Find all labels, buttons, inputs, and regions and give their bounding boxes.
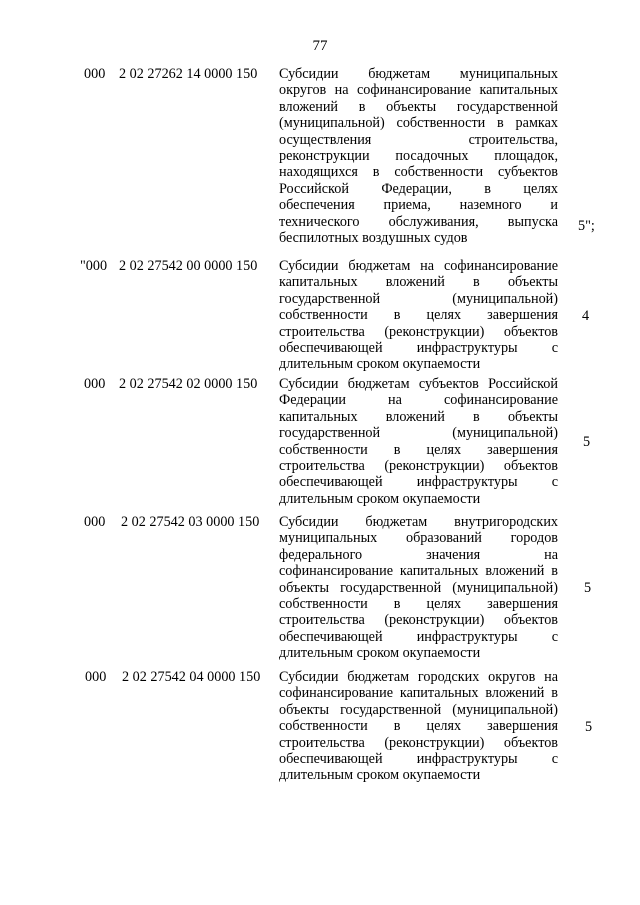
standard-value: 5	[583, 434, 591, 450]
description-line: софинансирование капитальных вложений в	[279, 685, 558, 702]
description-line: федерального значения на	[279, 546, 558, 563]
admin-code: 000	[84, 66, 106, 82]
income-description	[279, 376, 558, 507]
description-line: собственности в целях завершения	[279, 441, 558, 458]
description-line: Субсидии бюджетам субъектов Российской	[279, 376, 558, 392]
budget-classification-code: 2 02 27542 02 0000 150	[119, 376, 258, 392]
description-line: строительства (реконструкции) объектов	[279, 458, 558, 475]
description-line: муниципальных образований городов	[279, 530, 558, 547]
description-line: капитальных вложений в объекты	[279, 274, 558, 291]
admin-code: 000	[84, 514, 106, 530]
description-line: реконструкции посадочных площадок,	[279, 148, 558, 165]
description-line: длительным сроком окупаемости	[279, 490, 481, 507]
income-description	[279, 258, 558, 373]
description-line: Российской Федерации, в целях	[279, 180, 558, 197]
description-line: технического обслуживания, выпуска	[279, 213, 558, 230]
description-line: округов на софинансирование капитальных	[279, 82, 558, 99]
description-line: Субсидии бюджетам муниципальных	[279, 66, 558, 82]
admin-code: "000	[80, 258, 108, 274]
standard-value: 5	[584, 580, 592, 596]
budget-classification-code: 2 02 27542 03 0000 150	[121, 514, 260, 530]
description-line: обеспечения приема, наземного и	[279, 197, 558, 214]
description-line: осуществления строительства,	[279, 131, 558, 148]
description-line: находящихся в собственности субъектов	[279, 164, 558, 181]
description-line: собственности в целях завершения	[279, 307, 558, 324]
description-line: государственной (муниципальной)	[279, 290, 558, 307]
page-number: 77	[312, 38, 328, 54]
budget-classification-code: 2 02 27542 04 0000 150	[122, 669, 261, 685]
description-line: Субсидии бюджетам на софинансирование	[279, 258, 558, 274]
description-line: Субсидии бюджетам городских округов на	[279, 669, 558, 685]
description-line: Субсидии бюджетам внутригородских	[279, 514, 558, 530]
standard-value: 5";	[578, 218, 595, 234]
budget-classification-code: 2 02 27542 00 0000 150	[119, 258, 258, 274]
description-line: беспилотных воздушных судов	[279, 230, 468, 247]
description-line: софинансирование капитальных вложений в	[279, 563, 558, 580]
admin-code: 000	[85, 669, 107, 685]
description-line: длительным сроком окупаемости	[279, 767, 481, 784]
budget-classification-code: 2 02 27262 14 0000 150	[119, 66, 258, 82]
description-line: строительства (реконструкции) объектов	[279, 734, 558, 751]
admin-code: 000	[84, 376, 106, 392]
income-description	[279, 66, 558, 246]
description-line: длительным сроком окупаемости	[279, 645, 481, 662]
description-line: объекты государственной (муниципальной)	[279, 579, 558, 596]
description-line: собственности в целях завершения	[279, 718, 558, 735]
standard-value: 4	[582, 308, 590, 324]
description-line: вложений в объекты государственной	[279, 98, 558, 115]
income-description	[279, 669, 558, 784]
description-line: строительства (реконструкции) объектов	[279, 323, 558, 340]
description-line: объекты государственной (муниципальной)	[279, 701, 558, 718]
description-line: капитальных вложений в объекты	[279, 408, 558, 425]
standard-value: 5	[585, 719, 593, 735]
description-line: длительным сроком окупаемости	[279, 356, 481, 373]
description-line: обеспечивающей инфраструктуры с	[279, 751, 558, 768]
description-line: Федерации на софинансирование	[279, 392, 558, 409]
description-line: (муниципальной) собственности в рамках	[279, 115, 558, 132]
description-line: обеспечивающей инфраструктуры с	[279, 474, 558, 491]
description-line: государственной (муниципальной)	[279, 425, 558, 442]
income-description	[279, 514, 558, 662]
description-line: строительства (реконструкции) объектов	[279, 612, 558, 629]
description-line: обеспечивающей инфраструктуры с	[279, 628, 558, 645]
description-line: собственности в целях завершения	[279, 596, 558, 613]
description-line: обеспечивающей инфраструктуры с	[279, 340, 558, 357]
